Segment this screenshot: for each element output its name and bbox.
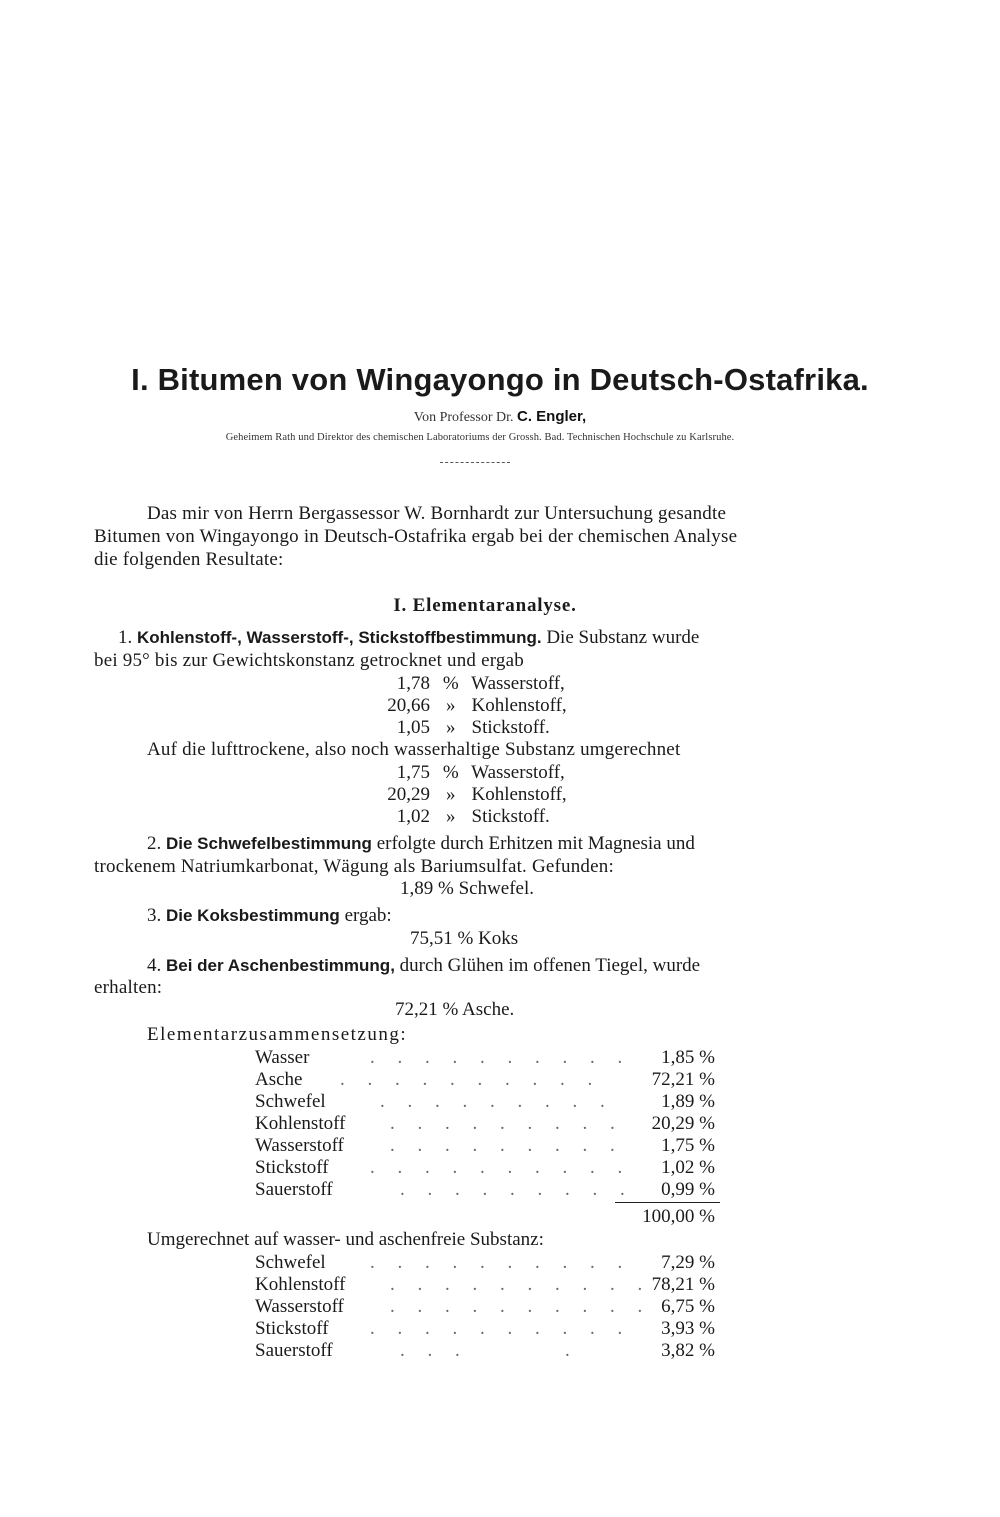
article-title: I. Bitumen von Wingayongo in Deutsch-Ostafrika. xyxy=(131,362,869,397)
result-name: Kohlenstoff, xyxy=(471,784,567,805)
table-row xyxy=(255,1091,326,1113)
row-value: 6,75 % xyxy=(661,1296,715,1317)
row-name: Stickstoff xyxy=(255,1318,329,1339)
item-3-text: ergab: xyxy=(344,905,392,926)
item-4-line xyxy=(147,955,700,977)
row-value: 1,85 % xyxy=(661,1047,715,1068)
item-2-result: 1,89 % Schwefel. xyxy=(400,878,535,899)
table-row xyxy=(255,1179,333,1201)
item-1-text-cont: bei 95° bis zur Gewichtskonstanz getrocknet und ergab xyxy=(94,650,524,671)
table-row xyxy=(255,1069,302,1091)
leader-dots: . . . . . . . . . . xyxy=(370,1318,632,1339)
recalculated-heading: Umgerechnet auf wasser- und aschenfreie Substanz: xyxy=(147,1229,544,1250)
result-name: Wasserstoff, xyxy=(471,762,565,783)
table-row xyxy=(255,1318,329,1340)
item-4-number: 4. xyxy=(147,955,162,976)
leader-dots: . . . . . . . . . xyxy=(380,1091,614,1112)
leader-dots: . . . . . . . . . . xyxy=(340,1069,602,1090)
table-row xyxy=(255,1157,329,1179)
leader-dots: . . . . xyxy=(400,1340,579,1361)
result-unit: % xyxy=(442,673,459,694)
result-unit: » xyxy=(446,695,456,716)
result-row xyxy=(340,673,565,695)
intro-line-2: Bitumen von Wingayongo in Deutsch-Ostafrika ergab bei der chemischen Analyse xyxy=(94,526,738,547)
row-name: Kohlenstoff xyxy=(255,1113,346,1134)
result-value: 1,02 xyxy=(396,806,430,827)
result-name: Wasserstoff, xyxy=(471,673,565,694)
item-2-label: Die Schwefelbestimmung xyxy=(166,834,372,853)
row-name: Stickstoff xyxy=(255,1157,329,1178)
item-1-text-air: Auf die lufttrockene, also noch wasserhaltige Substanz umgerechnet xyxy=(147,739,681,760)
result-name: Stickstoff. xyxy=(471,717,550,738)
item-1-text: Die Substanz wurde xyxy=(546,627,700,648)
item-3-line xyxy=(147,905,392,927)
row-value: 1,02 % xyxy=(661,1157,715,1178)
composition-heading: Elementarzusammensetzung: xyxy=(147,1024,408,1045)
result-value: 20,66 xyxy=(387,695,430,716)
row-value: 1,75 % xyxy=(661,1135,715,1156)
result-row xyxy=(340,695,567,717)
result-unit: » xyxy=(446,717,456,738)
section-heading: I. Elementaranalyse. xyxy=(393,595,577,616)
leader-dots: . . . . . . . . . xyxy=(390,1113,624,1134)
result-row xyxy=(340,717,550,739)
intro-line-3: die folgenden Resultate: xyxy=(94,549,284,570)
row-name: Kohlenstoff xyxy=(255,1274,346,1295)
leader-dots: . . . . . . . . . . xyxy=(370,1047,632,1068)
row-value: 0,99 % xyxy=(661,1179,715,1200)
item-2-text-cont: trockenem Natriumkarbonat, Wägung als Bariumsulfat. Gefunden: xyxy=(94,856,614,877)
result-row xyxy=(340,762,565,784)
item-4-text-cont: erhalten: xyxy=(94,977,163,998)
result-value: 1,78 xyxy=(396,673,430,694)
row-name: Wasserstoff xyxy=(255,1296,344,1317)
leader-dots: . . . . . . . . . . xyxy=(370,1252,632,1273)
table-row xyxy=(255,1047,309,1069)
leader-dots: . . . . . . . . . . xyxy=(370,1157,632,1178)
result-name: Kohlenstoff, xyxy=(471,695,567,716)
separator-rule xyxy=(440,462,510,463)
row-value: 78,21 % xyxy=(651,1274,715,1295)
row-name: Sauerstoff xyxy=(255,1179,333,1200)
author-affiliation: Geheimem Rath und Direktor des chemischen Laboratoriums der Grossh. Bad. Technischen Hochschule zu Karlsruhe. xyxy=(225,432,735,443)
result-unit: » xyxy=(446,784,456,805)
table-row xyxy=(255,1296,344,1318)
author-line xyxy=(0,408,1000,426)
row-name: Sauerstoff xyxy=(255,1340,333,1361)
result-name: Stickstoff. xyxy=(471,806,550,827)
item-3-label: Die Koksbestimmung xyxy=(166,906,340,925)
item-2-text: erfolgte durch Erhitzen mit Magnesia und xyxy=(376,833,695,854)
row-value: 20,29 % xyxy=(651,1113,715,1134)
leader-dots: . . . . . . . . . xyxy=(400,1179,634,1200)
table-row xyxy=(255,1340,333,1362)
item-2-number: 2. xyxy=(147,833,162,854)
leader-dots: . . . . . . . . . xyxy=(390,1135,624,1156)
result-unit: » xyxy=(446,806,456,827)
row-value: 3,93 % xyxy=(661,1318,715,1339)
intro-line-1: Das mir von Herrn Bergassessor W. Bornhardt zur Untersuchung gesandte xyxy=(147,503,727,524)
item-4-label: Bei der Aschenbestimmung, xyxy=(166,956,395,975)
result-row xyxy=(340,784,567,806)
table-row xyxy=(255,1274,345,1296)
author-prefix: Von Professor Dr. xyxy=(413,410,514,425)
row-value: 1,89 % xyxy=(661,1091,715,1112)
row-value: 7,29 % xyxy=(661,1252,715,1273)
item-4-result: 72,21 % Asche. xyxy=(395,999,515,1020)
item-4-text: durch Glühen im offenen Tiegel, wurde xyxy=(399,955,701,976)
table-row xyxy=(255,1113,345,1135)
item-3-number: 3. xyxy=(147,905,162,926)
leader-dots: . . . . . . . . . . xyxy=(390,1296,652,1317)
result-unit: % xyxy=(442,762,459,783)
row-name: Wasserstoff xyxy=(255,1135,344,1156)
sum-rule xyxy=(615,1202,720,1203)
table-row xyxy=(255,1135,344,1157)
result-value: 1,75 xyxy=(396,762,430,783)
row-value: 72,21 % xyxy=(651,1069,715,1090)
table-row xyxy=(255,1252,326,1274)
row-value: 3,82 % xyxy=(661,1340,715,1361)
leader-dots: . . . . . . . . . . xyxy=(390,1274,652,1295)
result-value: 20,29 xyxy=(387,784,430,805)
composition-total: 100,00 % xyxy=(642,1206,715,1227)
item-2-line xyxy=(147,833,695,855)
row-name: Wasser xyxy=(255,1047,310,1068)
row-name: Schwefel xyxy=(255,1091,326,1112)
row-name: Schwefel xyxy=(255,1252,326,1273)
result-row xyxy=(340,806,550,828)
item-1-label: Kohlenstoff-, Wasserstoff-, Stickstoffbestimmung. xyxy=(137,628,542,647)
author-name: C. Engler, xyxy=(517,408,587,425)
result-value: 1,05 xyxy=(396,717,430,738)
item-1-line xyxy=(118,627,699,649)
row-name: Asche xyxy=(255,1069,303,1090)
item-3-result: 75,51 % Koks xyxy=(410,928,519,949)
item-1-number: 1. xyxy=(118,627,133,648)
